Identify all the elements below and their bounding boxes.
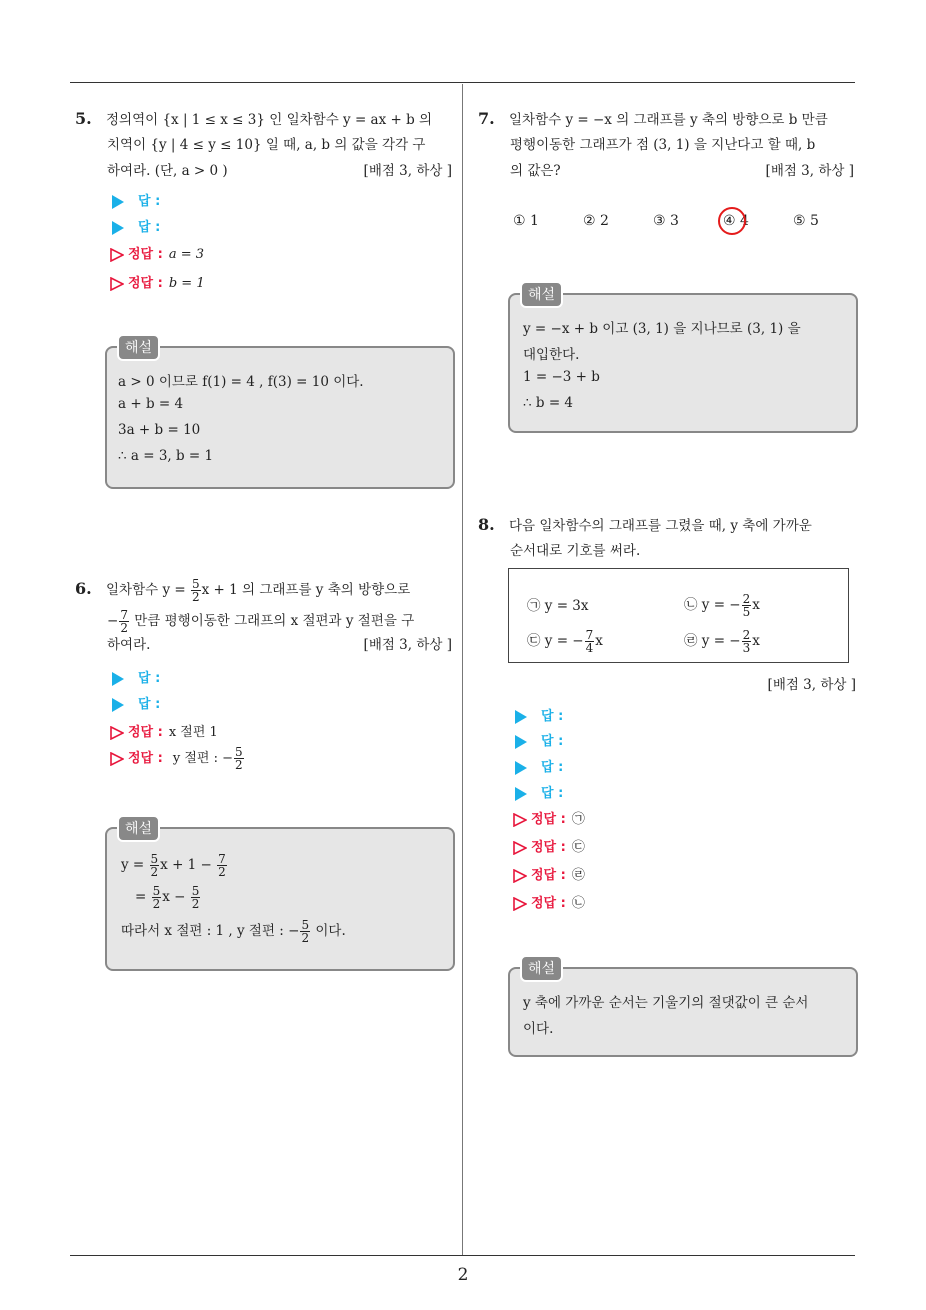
answer-label: 답 :: [541, 760, 564, 775]
correct-arrow-icon: [110, 726, 124, 740]
answer-arrow-icon: [112, 221, 124, 235]
selected-answer-circle-icon: [718, 207, 746, 235]
answer-label: 답 :: [138, 671, 161, 686]
correct-arrow-icon: [110, 277, 124, 291]
q5-line2: 치역이 {y | 4 ≤ y ≤ 10} 일 때, a, b 의 값을 각각 구: [107, 137, 426, 153]
q7-explanation-tag: 해설: [520, 281, 563, 308]
q6-text-1b: x + 1 의 그래프를 y 축의 방향으로: [201, 582, 411, 598]
q8-answer-field-4[interactable]: [515, 782, 563, 801]
q5-explanation-tag: 해설: [117, 334, 160, 361]
correct-label: 정답 :: [531, 812, 566, 827]
q8-option-2: ㉡ y = − $\frac{2}{5}$ x: [684, 592, 760, 619]
q5-answer-field-1[interactable]: [112, 190, 160, 209]
exp-line: ∴ a = 3, b = 1: [118, 448, 214, 464]
q8-number: 8.: [478, 515, 495, 534]
q8-answer-field-3[interactable]: [515, 756, 563, 775]
q6-answer-field-1[interactable]: [112, 667, 160, 686]
answer-arrow-icon: [515, 787, 527, 801]
exp-line: y 축에 가까운 순서는 기울기의 절댓값이 큰 순서: [523, 995, 809, 1011]
q6-text-2a: −: [107, 613, 119, 629]
correct-label: 정답 :: [531, 896, 566, 911]
q8-correct-3: [513, 864, 585, 883]
q8-correct-2: [513, 836, 585, 855]
correct-value: ㉠: [571, 812, 585, 827]
q7-line2: 평행이동한 그래프가 점 (3, 1) 을 지난다고 할 때, b: [510, 137, 816, 153]
exp-line: ∴ b = 4: [523, 395, 574, 411]
exp-line: 1 = −3 + b: [523, 369, 600, 385]
exp-line: 3a + b = 10: [118, 422, 201, 438]
q6-frac-2: $\frac{7}{2}$: [120, 608, 128, 635]
q7-choice-2[interactable]: ② 2: [583, 213, 609, 229]
answer-arrow-icon: [515, 735, 527, 749]
q6-correct-2: [110, 742, 245, 776]
bottom-rule: [70, 1255, 855, 1256]
correct-arrow-icon: [513, 869, 527, 883]
exp-line: a + b = 4: [118, 396, 184, 412]
correct-arrow-icon: [110, 752, 124, 766]
correct-arrow-icon: [513, 897, 527, 911]
q6-line1: [75, 572, 410, 607]
q8-line1: [478, 514, 812, 537]
page-number: 2: [457, 1265, 469, 1285]
answer-arrow-icon: [112, 698, 124, 712]
q7-choice-3[interactable]: ③ 3: [653, 213, 679, 229]
q6-text-1a: 일차함수 y =: [106, 582, 186, 598]
q6-explanation-box: [105, 827, 455, 971]
q7-explanation-box: [508, 293, 858, 433]
correct-arrow-icon: [513, 813, 527, 827]
q7-number: 7.: [478, 109, 495, 128]
q8-correct-1: [513, 808, 585, 827]
q6-exp-line-2: = $\frac{5}{2}$ x − $\frac{5}{2}$: [135, 884, 200, 911]
q8-answer-field-1[interactable]: [515, 705, 563, 724]
exp-line: y = −x + b 이고 (3, 1) 을 지나므로 (3, 1) 을: [523, 321, 801, 337]
correct-label: 정답 :: [531, 868, 566, 883]
exp-line: 이다.: [523, 1021, 554, 1037]
q8-explanation-tag: 해설: [520, 955, 563, 982]
answer-label: 답 :: [138, 697, 161, 712]
q5-text-1: 정의역이 {x | 1 ≤ x ≤ 3} 인 일차함수 y = ax + b 의: [106, 112, 433, 128]
q6-answer-field-2[interactable]: [112, 693, 160, 712]
q8-text-1: 다음 일차함수의 그래프를 그렸을 때, y 축에 가까운: [509, 518, 812, 534]
q6-meta: [배점 3, 하상 ]: [363, 637, 452, 653]
q7-meta: [배점 3, 하상 ]: [765, 163, 854, 179]
answer-label: 답 :: [541, 786, 564, 801]
answer-arrow-icon: [112, 672, 124, 686]
top-rule: [70, 82, 855, 83]
exp-line: 대입한다.: [523, 347, 580, 363]
answer-arrow-icon: [515, 710, 527, 724]
q6-text-2b: 만큼 평행이동한 그래프의 x 절편과 y 절편을 구: [129, 613, 415, 629]
q7-line3: 의 값은?: [510, 163, 561, 179]
q6-correct-1: [110, 721, 218, 740]
q7-choice-4[interactable]: ④ 4: [723, 213, 749, 229]
correct-value: b = 1: [168, 276, 205, 291]
q5-line3: 하여라. (단, a > 0 ): [107, 163, 228, 179]
q8-correct-4: [513, 892, 585, 911]
q8-answer-field-2[interactable]: [515, 730, 563, 749]
q8-options-box: [508, 568, 849, 663]
exp-line: a > 0 이므로 f(1) = 4 , f(3) = 10 이다.: [118, 374, 364, 390]
correct-label: 정답 :: [531, 840, 566, 855]
q5-correct-1: [110, 243, 204, 262]
q7-text-1: 일차함수 y = −x 의 그래프를 y 축의 방향으로 b 만큼: [509, 112, 828, 128]
correct-label: 정답 :: [128, 725, 163, 740]
correct-value: a = 3: [168, 247, 205, 262]
q5-explanation-box: [105, 346, 455, 489]
answer-label: 답 :: [138, 194, 161, 209]
q6-frac-1: $\frac{5}{2}$: [191, 577, 200, 604]
answer-label: 답 :: [541, 734, 564, 749]
q8-line2: 순서대로 기호를 써라.: [510, 543, 641, 559]
answer-label: 답 :: [541, 709, 564, 724]
correct-value: ㉢: [571, 840, 585, 855]
correct-arrow-icon: [513, 841, 527, 855]
correct-value: ㉡: [571, 896, 585, 911]
q5-correct-2: [110, 272, 205, 291]
q6-explanation-tag: 해설: [117, 815, 160, 842]
q5-meta: [배점 3, 하상 ]: [363, 163, 452, 179]
q6-line2: [107, 604, 414, 638]
q5-answer-field-2[interactable]: [112, 216, 160, 235]
answer-label: 답 :: [138, 220, 161, 235]
answer-arrow-icon: [112, 195, 124, 209]
correct-value: y 절편 : −: [172, 751, 233, 766]
q8-option-1: ㉠ y = 3x: [527, 598, 589, 614]
q6-exp-line-1: y = $\frac{5}{2}$ x + 1 − $\frac{7}{2}$: [121, 852, 226, 879]
correct-frac: $\frac{5}{2}$: [234, 745, 243, 772]
q8-meta: [배점 3, 하상 ]: [767, 677, 856, 693]
q6-line3: 하여라.: [107, 637, 151, 653]
correct-arrow-icon: [110, 248, 124, 262]
correct-value: ㉣: [571, 868, 585, 883]
q7-choice-1[interactable]: ① 1: [513, 213, 539, 229]
q6-number: 6.: [75, 579, 92, 598]
answer-arrow-icon: [515, 761, 527, 775]
q7-choice-5[interactable]: ⑤ 5: [793, 213, 819, 229]
q7-line1: [478, 108, 828, 131]
q5-line1: [75, 108, 432, 131]
q5-number: 5.: [75, 109, 92, 128]
correct-label: 정답 :: [128, 276, 163, 291]
q8-option-4: ㉣ y = − $\frac{2}{3}$ x: [684, 628, 760, 655]
correct-label: 정답 :: [128, 247, 163, 262]
column-divider: [462, 84, 463, 1255]
q8-option-3: ㉢ y = − $\frac{7}{4}$ x: [527, 628, 603, 655]
correct-value: x 절편 1: [168, 725, 218, 740]
q6-exp-line-3: 따라서 x 절편 : 1 , y 절편 : − $\frac{5}{2}$ 이다.: [121, 918, 346, 945]
correct-label: 정답 :: [128, 751, 163, 766]
